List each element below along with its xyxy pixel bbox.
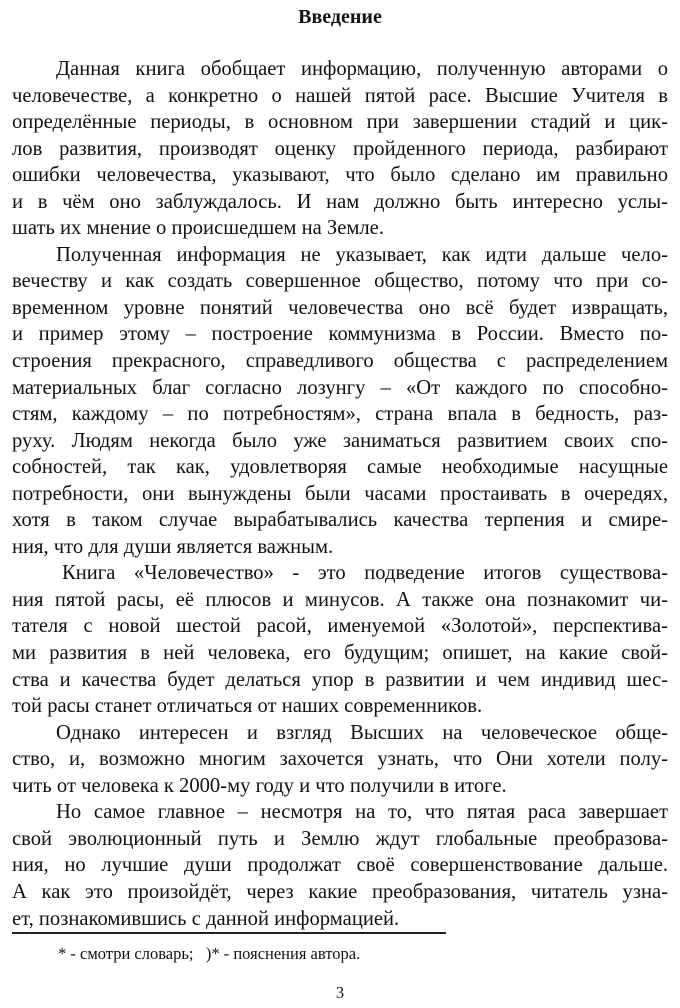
text-line: ство, и, возможно многим захочется узнать, что Они хотели полу-: [12, 748, 668, 771]
text-line: ния, но лучшие души продолжат своё совершенствование дальше.: [12, 854, 668, 877]
text-line: Данная книга обобщает информацию, полученную авторами о: [56, 58, 668, 80]
text-line: чить от человека к 2000-му году и что получили в итоге.: [12, 774, 507, 797]
text-line: руху. Людям некогда было уже заниматься развитием своих спо-: [12, 429, 668, 452]
text-line: Книга «Человечество» - это подведение итогов существова-: [62, 562, 668, 585]
text-line: А как это произойдёт, через какие преобразования, читатель узна-: [12, 880, 668, 903]
text-line: лов развития, производят оценку пройденного периода, разбирают: [12, 137, 668, 160]
text-line: определённые периоды, в основном при завершении стадий и цик-: [12, 111, 668, 134]
text-line: стям, каждому – по потребностям», страна впала в бедность, раз-: [12, 403, 668, 426]
text-line: и пример этому – построение коммунизма в России. Вместо по-: [12, 323, 668, 346]
text-line: ства и качества будет делаться упор в развитии и чем индивид шес-: [12, 668, 668, 691]
text-line: хотя в таком случае вырабатывались качества терпения и смире-: [12, 509, 668, 532]
text-line: вечеству и как создать совершенное общество, потому что при со-: [12, 270, 668, 293]
text-line: Полученная информация не указывает, как идти дальше чело-: [56, 243, 668, 266]
text-line: свой эволюционный путь и Землю ждут глобальные преобразова-: [12, 827, 668, 850]
text-line: ния, что для души является важным.: [12, 535, 334, 558]
text-line: той расы станет отличаться от наших современников.: [12, 695, 483, 718]
text-line: Но самое главное – несмотря на то, что пятая раса завершает: [56, 801, 668, 824]
page-number: 3: [335, 983, 345, 1002]
text-line: материальных благ согласно лозунгу – «От каждого по способно-: [12, 376, 668, 399]
text-line: потребности, они вынуждены были часами простаивать в очередях,: [12, 482, 668, 505]
footnote-divider: [12, 932, 446, 934]
text-line: собностей, так как, удовлетворяя самые необходимые насущные: [12, 456, 668, 479]
text-line: и в чём оно заблуждалось. И нам должно быть интересно услы-: [12, 190, 668, 213]
body-text: [12, 56, 668, 932]
text-line: шать их мнение о происшедшем на Земле.: [12, 217, 384, 240]
text-line: ошибки человечества, указывают, что было сделано им правильно: [12, 164, 668, 187]
text-line: Однако интересен и взгляд Высших на человеческое обще-: [56, 721, 668, 744]
text-line: ми развития в ней человека, его будущим; опишет, на какие свой-: [12, 642, 668, 665]
footnote: * - смотри словарь; )* - пояснения автора.: [58, 944, 361, 963]
text-line: человечестве, а конкретно о нашей пятой расе. Высшие Учителя в: [12, 84, 668, 107]
text-line: ния пятой расы, её плюсов и минусов. А также она познакомит чи-: [12, 588, 668, 611]
text-line: ет, познакомившись с данной информацией.: [12, 907, 400, 930]
text-line: тателя с новой шестой расой, именуемой «Золотой», перспектива-: [12, 615, 668, 638]
text-line: временном уровне понятий человечества оно всё будет извращать,: [12, 296, 668, 319]
book-page: [12, 0, 668, 1008]
page-title: Введение: [298, 6, 382, 28]
text-line: строения прекрасного, справедливого общества с распределением: [12, 350, 668, 373]
